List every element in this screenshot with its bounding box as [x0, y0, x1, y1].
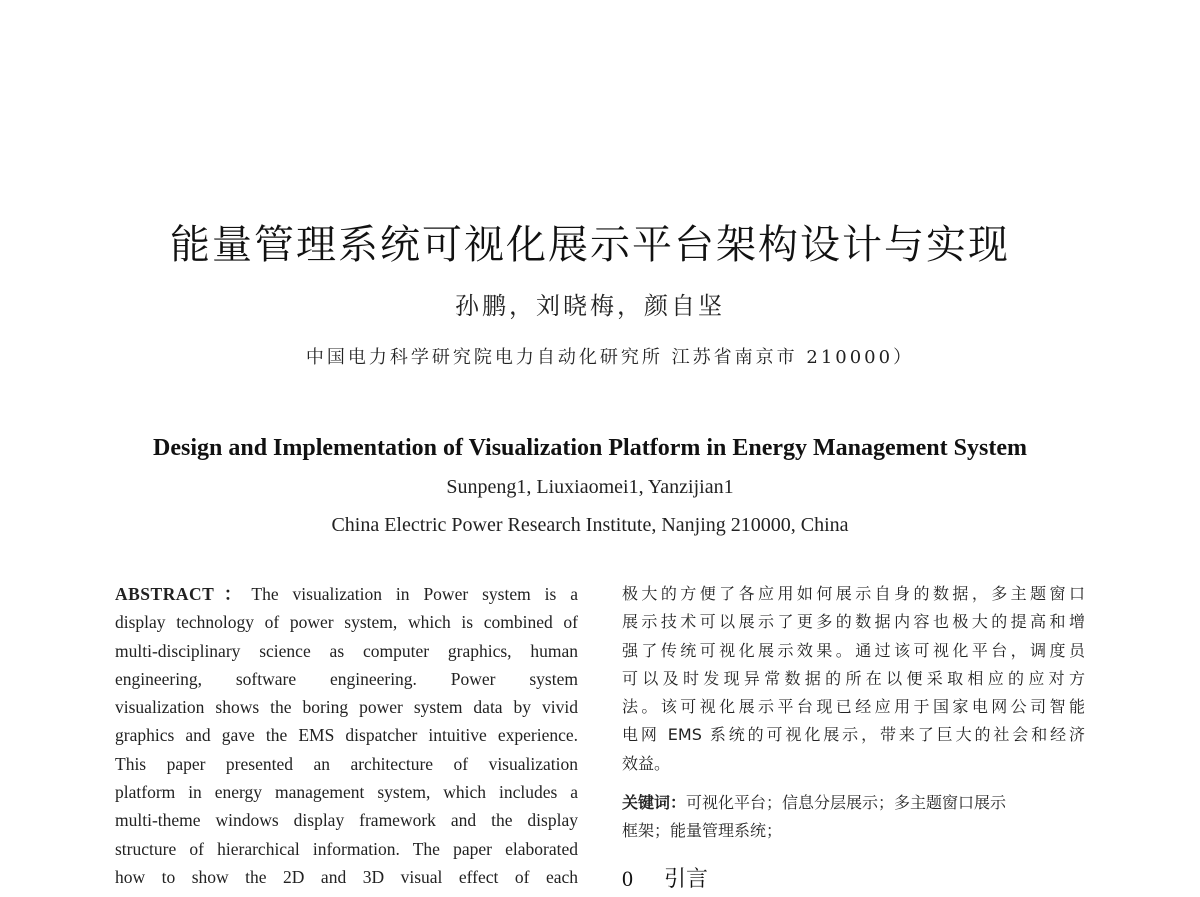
abstract-line: structure of hierarchical information. The paper elaborated [115, 838, 578, 859]
abstract-line: multi-theme windows display framework and the display [115, 810, 578, 831]
section-number: 0 [622, 866, 633, 891]
en-affiliation: China Electric Power Research Institute, Nanjing 210000, China [331, 514, 849, 536]
section-title: 引言 [664, 867, 709, 892]
abstract-label: ABSTRACT： [115, 584, 252, 604]
abstract-line: how to show the 2D and 3D visual effect of each [115, 866, 578, 887]
keywords-line: 框架；能量管理系统； [622, 821, 783, 841]
keywords-text: 可视化平台；信息分层展示；多主题窗口展示 [686, 793, 1007, 812]
en-authors: Sunpeng1, Liuxiaomei1, Yanzijian1 [446, 476, 734, 498]
en-title: Design and Implementation of Visualization Platform in Energy Management System [153, 435, 1027, 461]
cn-title: 能量管理系统可视化展示平台架构设计与实现 [170, 222, 1010, 268]
abstract-line: display technology of power system, which is combined of [115, 612, 578, 633]
keywords [622, 789, 1085, 846]
section-heading [622, 862, 708, 893]
cn-abstract-line: 电网 EMS 系统的可视化展示，带来了巨大的社会和经济 [622, 725, 1085, 745]
keywords-line [622, 789, 1085, 817]
cn-abstract-line: 可以及时发现异常数据的所在以便采取相应的应对方 [622, 668, 1085, 688]
cn-abstract-line: 极大的方便了各应用如何展示自身的数据，多主题窗口 [622, 584, 1085, 603]
cn-abstract-line: 展示技术可以展示了更多的数据内容也极大的提高和增 [622, 612, 1085, 632]
abstract-line: graphics and gave the EMS dispatcher intuitive experience. [115, 725, 578, 746]
abstract-line: engineering, software engineering. Power system [115, 668, 578, 689]
abstract-line: multi-disciplinary science as computer graphics, human [115, 640, 578, 661]
abstract-line: visualization shows the boring power system data by vivid [115, 697, 578, 718]
abstract-column [115, 580, 578, 891]
cn-abstract-line: 强了传统可视化展示效果。通过该可视化平台，调度员 [622, 640, 1085, 660]
cn-abstract-line: 效益。 [622, 753, 671, 773]
abstract-line [115, 580, 578, 608]
cn-abstract-line: 法。该可视化展示平台现已经应用于国家电网公司智能 [622, 697, 1085, 717]
cn-affiliation: 中国电力科学研究院电力自动化研究所 江苏省南京市 210000） [305, 347, 915, 368]
cn-abstract-column [622, 580, 1085, 778]
cn-authors: 孙鹏，刘晓梅，颜自坚 [455, 292, 725, 320]
abstract-line: platform in energy management system, which includes a [115, 782, 578, 803]
abstract-line: This paper presented an architecture of visualization [115, 753, 578, 774]
keywords-label: 关键词： [622, 793, 687, 812]
abstract-line-text: The visualization in Power system is a [251, 584, 578, 604]
